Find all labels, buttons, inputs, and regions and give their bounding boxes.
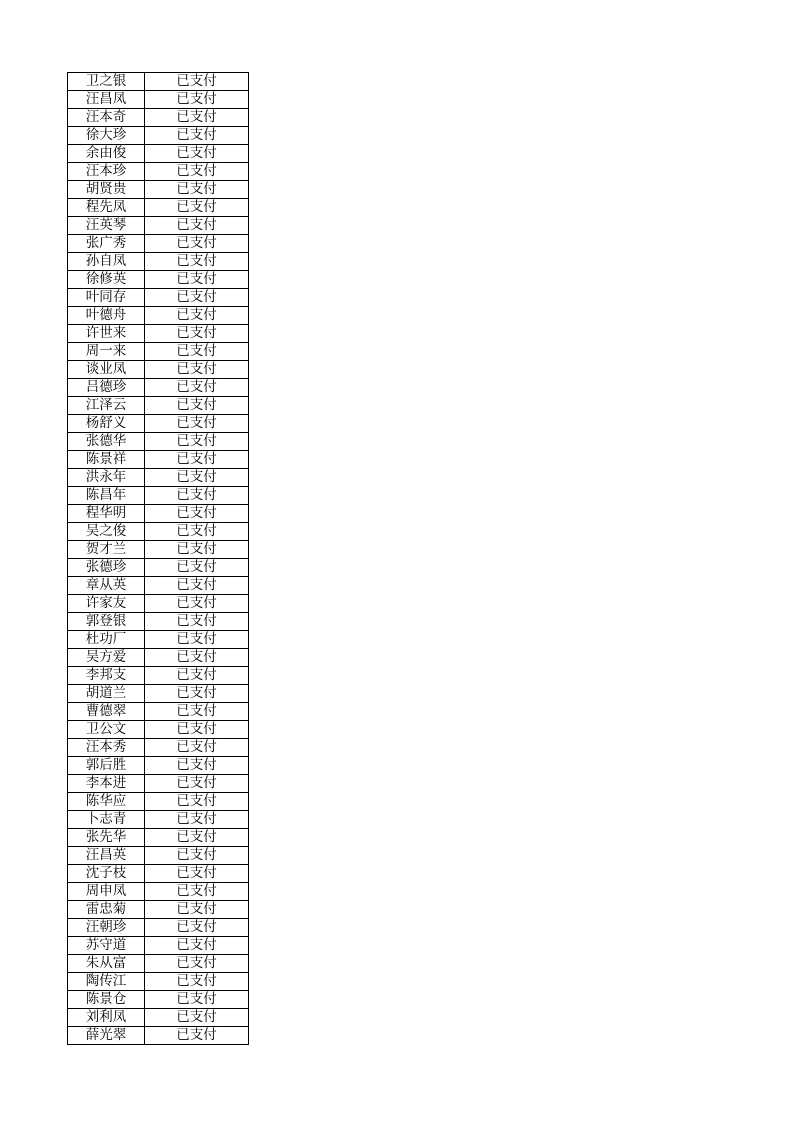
name-cell: 李本进 xyxy=(68,775,145,793)
payment-status-cell: 已支付 xyxy=(145,487,249,505)
name-cell: 吴之俊 xyxy=(68,523,145,541)
name-cell: 陈景祥 xyxy=(68,451,145,469)
name-cell: 贺才兰 xyxy=(68,541,145,559)
name-cell: 许世来 xyxy=(68,325,145,343)
table-row xyxy=(68,253,249,271)
name-cell: 杨舒义 xyxy=(68,415,145,433)
payment-status-cell: 已支付 xyxy=(145,235,249,253)
name-cell: 洪永年 xyxy=(68,469,145,487)
payment-status-cell: 已支付 xyxy=(145,271,249,289)
name-cell: 陈华应 xyxy=(68,793,145,811)
payment-status-cell: 已支付 xyxy=(145,343,249,361)
payment-table xyxy=(67,72,249,1045)
payment-status-cell: 已支付 xyxy=(145,253,249,271)
payment-status-cell: 已支付 xyxy=(145,919,249,937)
name-cell: 朱从富 xyxy=(68,955,145,973)
name-cell: 胡贤贵 xyxy=(68,181,145,199)
payment-status-cell: 已支付 xyxy=(145,595,249,613)
name-cell: 孙自凤 xyxy=(68,253,145,271)
name-cell: 章从英 xyxy=(68,577,145,595)
name-cell: 汪英琴 xyxy=(68,217,145,235)
name-cell: 徐修英 xyxy=(68,271,145,289)
payment-status-cell: 已支付 xyxy=(145,73,249,91)
name-cell: 卫公文 xyxy=(68,721,145,739)
payment-status-cell: 已支付 xyxy=(145,739,249,757)
name-cell: 汪本珍 xyxy=(68,163,145,181)
payment-status-cell: 已支付 xyxy=(145,325,249,343)
table-row xyxy=(68,955,249,973)
table-row xyxy=(68,469,249,487)
name-cell: 张先华 xyxy=(68,829,145,847)
name-cell: 叶同存 xyxy=(68,289,145,307)
payment-status-cell: 已支付 xyxy=(145,793,249,811)
table-row xyxy=(68,847,249,865)
table-row xyxy=(68,631,249,649)
payment-status-cell: 已支付 xyxy=(145,523,249,541)
table-row xyxy=(68,343,249,361)
table-row xyxy=(68,379,249,397)
name-cell: 叶德舟 xyxy=(68,307,145,325)
name-cell: 刘利凤 xyxy=(68,1009,145,1027)
name-cell: 徐大珍 xyxy=(68,127,145,145)
payment-status-cell: 已支付 xyxy=(145,379,249,397)
table-row xyxy=(68,451,249,469)
table-row xyxy=(68,217,249,235)
name-cell: 沈子枝 xyxy=(68,865,145,883)
table-row xyxy=(68,91,249,109)
name-cell: 薛光翠 xyxy=(68,1027,145,1045)
payment-status-cell: 已支付 xyxy=(145,541,249,559)
table-row xyxy=(68,595,249,613)
name-cell: 周申凤 xyxy=(68,883,145,901)
payment-status-cell: 已支付 xyxy=(145,829,249,847)
table-row xyxy=(68,271,249,289)
table-row xyxy=(68,721,249,739)
payment-status-cell: 已支付 xyxy=(145,937,249,955)
name-cell: 卫之银 xyxy=(68,73,145,91)
table-row xyxy=(68,649,249,667)
payment-status-cell: 已支付 xyxy=(145,649,249,667)
table-row xyxy=(68,415,249,433)
table-row xyxy=(68,145,249,163)
name-cell: 许家友 xyxy=(68,595,145,613)
table-row xyxy=(68,613,249,631)
name-cell: 张德华 xyxy=(68,433,145,451)
table-row xyxy=(68,811,249,829)
payment-status-cell: 已支付 xyxy=(145,397,249,415)
payment-status-cell: 已支付 xyxy=(145,811,249,829)
table-row xyxy=(68,919,249,937)
payment-status-cell: 已支付 xyxy=(145,685,249,703)
name-cell: 汪本秀 xyxy=(68,739,145,757)
table-row xyxy=(68,1009,249,1027)
name-cell: 汪朝珍 xyxy=(68,919,145,937)
name-cell: 程先凤 xyxy=(68,199,145,217)
table-row xyxy=(68,199,249,217)
table-row xyxy=(68,1027,249,1045)
table-row xyxy=(68,541,249,559)
table-row xyxy=(68,289,249,307)
table-row xyxy=(68,127,249,145)
table-row xyxy=(68,523,249,541)
table-row xyxy=(68,163,249,181)
payment-status-cell: 已支付 xyxy=(145,757,249,775)
payment-status-cell: 已支付 xyxy=(145,361,249,379)
payment-status-cell: 已支付 xyxy=(145,433,249,451)
name-cell: 谈业凤 xyxy=(68,361,145,379)
table-row xyxy=(68,487,249,505)
payment-status-cell: 已支付 xyxy=(145,307,249,325)
table-row xyxy=(68,433,249,451)
name-cell: 汪昌英 xyxy=(68,847,145,865)
payment-status-cell: 已支付 xyxy=(145,469,249,487)
payment-status-cell: 已支付 xyxy=(145,631,249,649)
name-cell: 杜功厂 xyxy=(68,631,145,649)
table-row xyxy=(68,109,249,127)
payment-sheet xyxy=(67,72,248,1045)
table-row xyxy=(68,739,249,757)
table-row xyxy=(68,577,249,595)
name-cell: 汪昌凤 xyxy=(68,91,145,109)
name-cell: 程华明 xyxy=(68,505,145,523)
name-cell: 陶传江 xyxy=(68,973,145,991)
table-row xyxy=(68,793,249,811)
table-row xyxy=(68,883,249,901)
payment-status-cell: 已支付 xyxy=(145,109,249,127)
table-row xyxy=(68,667,249,685)
table-row xyxy=(68,973,249,991)
payment-status-cell: 已支付 xyxy=(145,559,249,577)
payment-status-cell: 已支付 xyxy=(145,199,249,217)
name-cell: 雷忠菊 xyxy=(68,901,145,919)
payment-status-cell: 已支付 xyxy=(145,145,249,163)
table-row xyxy=(68,73,249,91)
payment-status-cell: 已支付 xyxy=(145,289,249,307)
table-row xyxy=(68,703,249,721)
payment-status-cell: 已支付 xyxy=(145,163,249,181)
name-cell: 江泽云 xyxy=(68,397,145,415)
payment-status-cell: 已支付 xyxy=(145,181,249,199)
table-row xyxy=(68,937,249,955)
payment-status-cell: 已支付 xyxy=(145,415,249,433)
name-cell: 李邦支 xyxy=(68,667,145,685)
table-row xyxy=(68,901,249,919)
payment-status-cell: 已支付 xyxy=(145,775,249,793)
payment-status-cell: 已支付 xyxy=(145,973,249,991)
name-cell: 余由俊 xyxy=(68,145,145,163)
table-row xyxy=(68,325,249,343)
payment-status-cell: 已支付 xyxy=(145,703,249,721)
table-row xyxy=(68,757,249,775)
name-cell: 陈昌年 xyxy=(68,487,145,505)
name-cell: 胡道兰 xyxy=(68,685,145,703)
payment-status-cell: 已支付 xyxy=(145,127,249,145)
name-cell: 吕德珍 xyxy=(68,379,145,397)
name-cell: 陈景仓 xyxy=(68,991,145,1009)
payment-status-cell: 已支付 xyxy=(145,505,249,523)
name-cell: 吴方爱 xyxy=(68,649,145,667)
payment-status-cell: 已支付 xyxy=(145,613,249,631)
payment-status-cell: 已支付 xyxy=(145,217,249,235)
table-row xyxy=(68,235,249,253)
payment-status-cell: 已支付 xyxy=(145,91,249,109)
payment-status-cell: 已支付 xyxy=(145,847,249,865)
payment-table-body xyxy=(68,73,249,1045)
table-row xyxy=(68,829,249,847)
payment-status-cell: 已支付 xyxy=(145,667,249,685)
name-cell: 郭后胜 xyxy=(68,757,145,775)
payment-status-cell: 已支付 xyxy=(145,1009,249,1027)
name-cell: 汪本奇 xyxy=(68,109,145,127)
payment-status-cell: 已支付 xyxy=(145,865,249,883)
table-row xyxy=(68,775,249,793)
table-row xyxy=(68,991,249,1009)
payment-status-cell: 已支付 xyxy=(145,721,249,739)
name-cell: 郭登银 xyxy=(68,613,145,631)
table-row xyxy=(68,397,249,415)
name-cell: 张德珍 xyxy=(68,559,145,577)
name-cell: 周一来 xyxy=(68,343,145,361)
table-row xyxy=(68,559,249,577)
payment-status-cell: 已支付 xyxy=(145,991,249,1009)
payment-status-cell: 已支付 xyxy=(145,883,249,901)
payment-status-cell: 已支付 xyxy=(145,1027,249,1045)
payment-status-cell: 已支付 xyxy=(145,955,249,973)
table-row xyxy=(68,307,249,325)
table-row xyxy=(68,361,249,379)
name-cell: 苏守道 xyxy=(68,937,145,955)
table-row xyxy=(68,181,249,199)
table-row xyxy=(68,865,249,883)
name-cell: 张广秀 xyxy=(68,235,145,253)
table-row xyxy=(68,505,249,523)
payment-status-cell: 已支付 xyxy=(145,901,249,919)
name-cell: 曹德翠 xyxy=(68,703,145,721)
table-row xyxy=(68,685,249,703)
name-cell: 卜志青 xyxy=(68,811,145,829)
payment-status-cell: 已支付 xyxy=(145,451,249,469)
payment-status-cell: 已支付 xyxy=(145,577,249,595)
